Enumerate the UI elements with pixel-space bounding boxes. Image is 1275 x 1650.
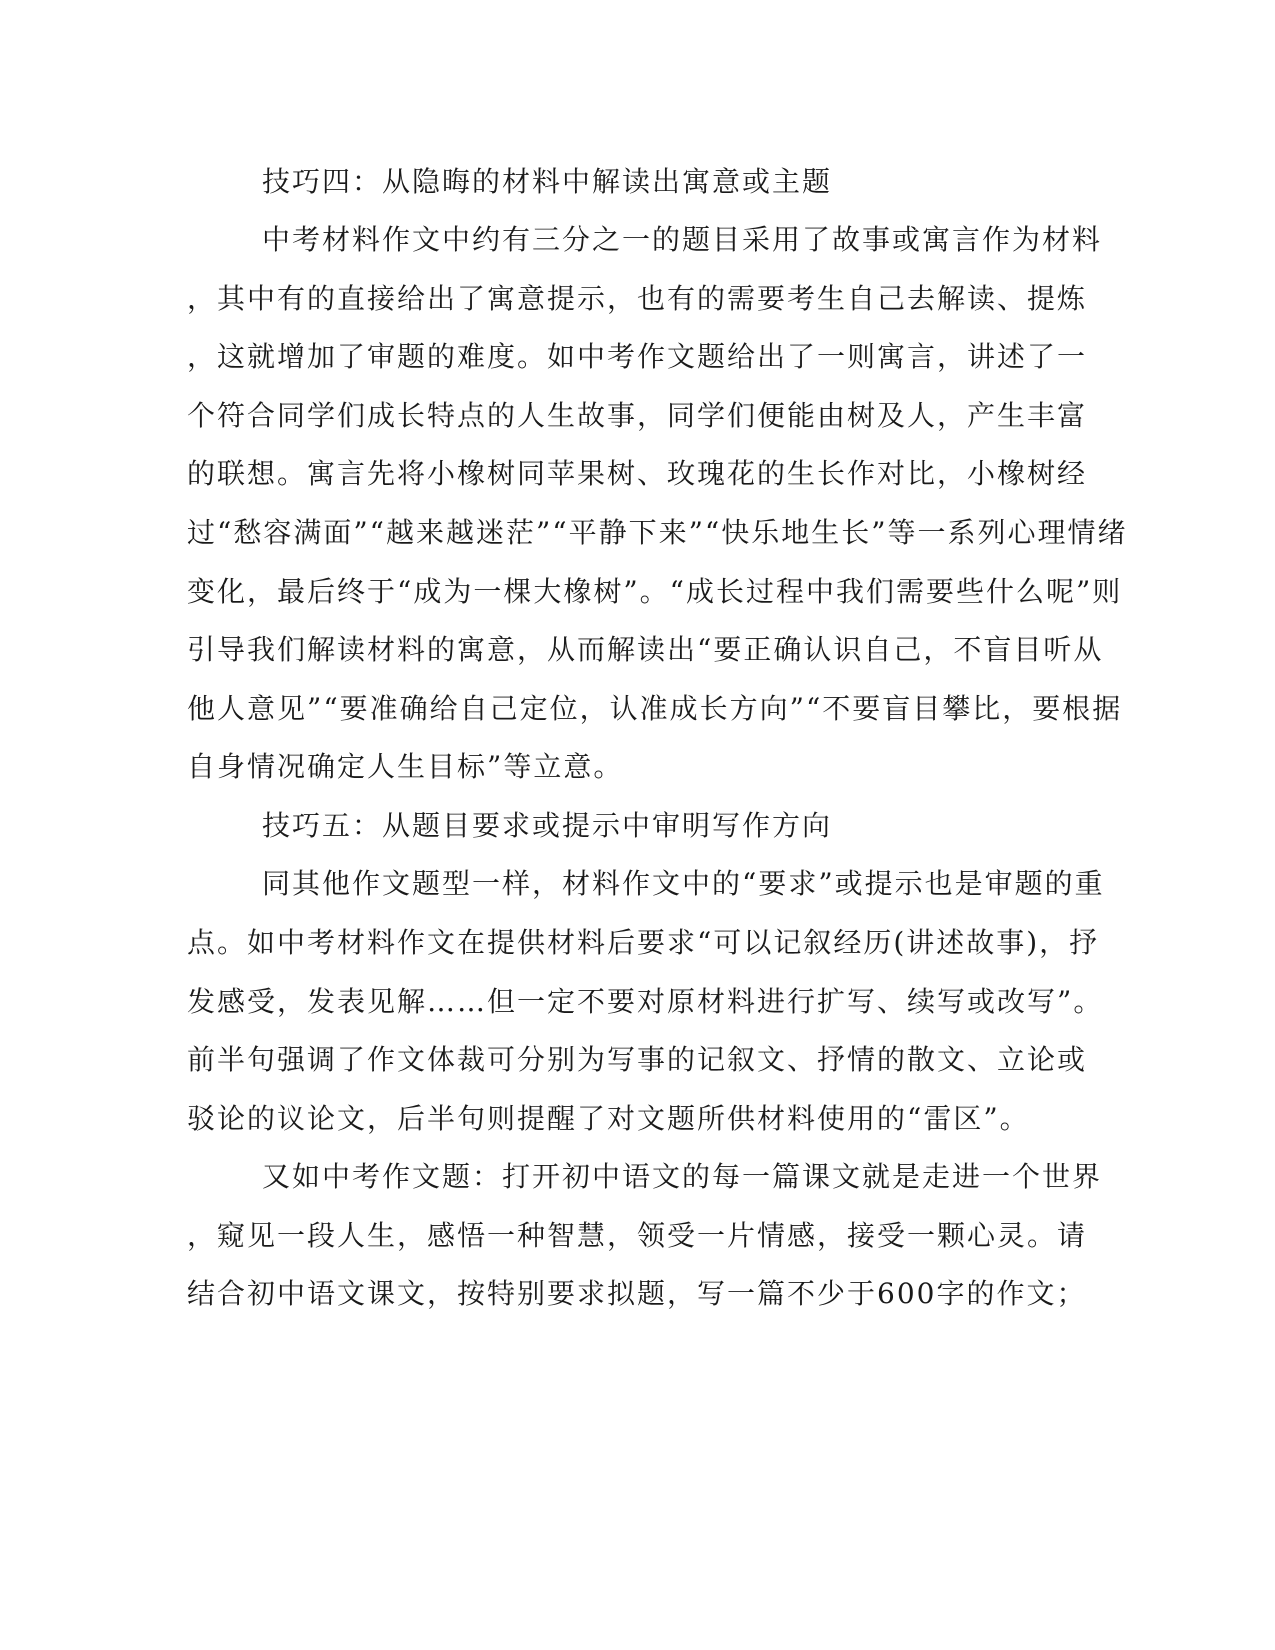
paragraph-line: 个符合同学们成长特点的人生故事，同学们便能由树及人，产生丰富 [187,399,1088,432]
paragraph-line: ，其中有的直接给出了寓意提示，也有的需要考生自己去解读、提炼 [187,282,1088,315]
paragraph-line: ，这就增加了审题的难度。如中考作文题给出了一则寓言，讲述了一 [187,340,1088,373]
paragraph-line: 前半句强调了作文体裁可分别为写事的记叙文、抒情的散文、立论或 [187,1043,1088,1076]
paragraph-line: 过“愁容满面”“越来越迷茫”“平静下来”“快乐地生长”等一系列心理情绪 [187,516,1128,549]
paragraph-line: 他人意见”“要准确给自己定位，认准成长方向”“不要盲目攀比，要根据 [187,692,1123,725]
paragraph-line: 点。如中考材料作文在提供材料后要求“可以记叙经历(讲述故事)，抒 [187,926,1100,959]
heading-technique-five: 技巧五：从题目要求或提示中审明写作方向 [262,809,833,842]
paragraph-line: 变化，最后终于“成为一棵大橡树”。“成长过程中我们需要些什么呢”则 [187,575,1123,608]
paragraph-line: 又如中考作文题：打开初中语文的每一篇课文就是走进一个世界 [262,1160,1103,1193]
paragraph-line: 引导我们解读材料的寓意，从而解读出“要正确认识自己，不盲目听从 [187,633,1104,666]
heading-technique-four: 技巧四：从隐晦的材料中解读出寓意或主题 [262,165,833,198]
paragraph-line: 驳论的议论文，后半句则提醒了对文题所供材料使用的“雷区”。 [187,1102,1030,1135]
paragraph-line: 发感受，发表见解……但一定不要对原材料进行扩写、续写或改写”。 [187,985,1104,1018]
paragraph-line: 同其他作文题型一样，材料作文中的“要求”或提示也是审题的重 [262,867,1105,900]
paragraph-line: ，窥见一段人生，感悟一种智慧，领受一片情感，接受一颗心灵。请 [187,1219,1088,1252]
paragraph-line: 中考材料作文中约有三分之一的题目采用了故事或寓言作为材料 [262,223,1103,256]
paragraph-line: 自身情况确定人生目标”等立意。 [187,750,624,783]
paragraph-line: 结合初中语文课文，按特别要求拟题，写一篇不少于600字的作文； [187,1277,1087,1310]
paragraph-line: 的联想。寓言先将小橡树同苹果树、玫瑰花的生长作对比，小橡树经 [187,457,1088,490]
